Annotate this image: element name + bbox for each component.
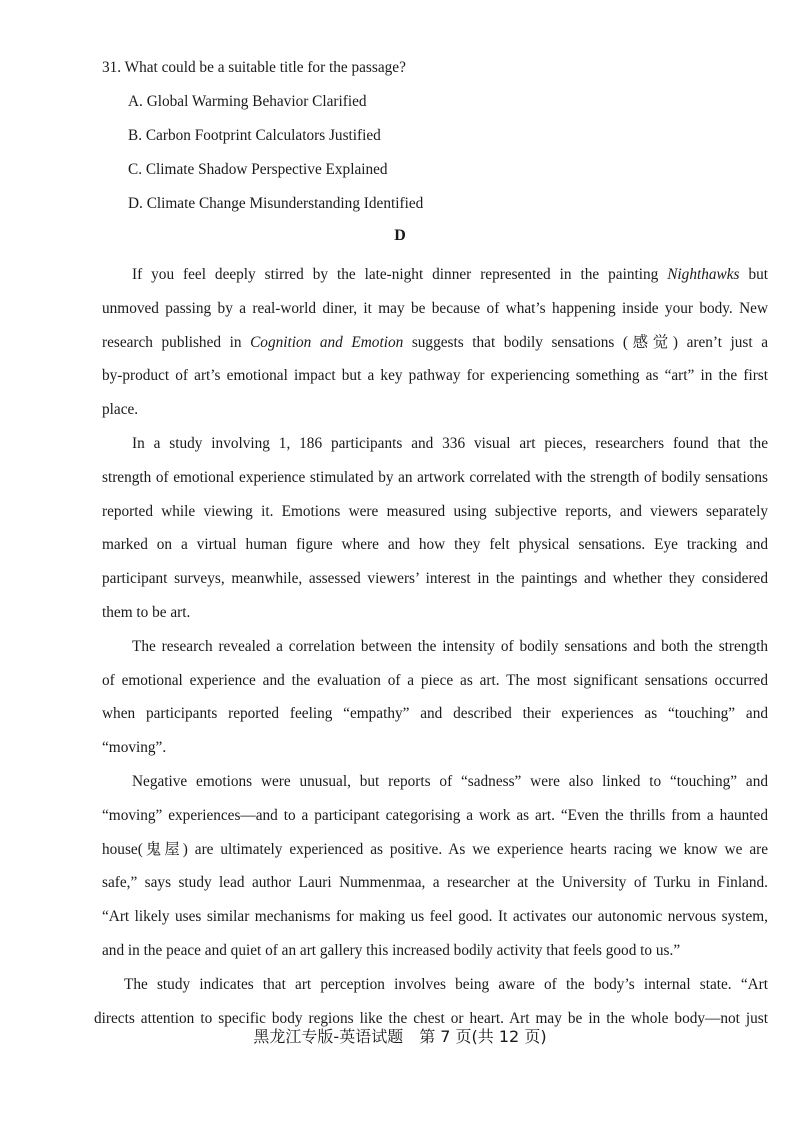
paragraph-line: place. <box>102 401 139 419</box>
paragraph-line: them to be art. <box>102 603 191 621</box>
text-run: but <box>739 266 768 283</box>
paragraph-2 <box>102 427 768 630</box>
journal-title: Cognition and Emotion <box>250 333 404 351</box>
option-c: C. Climate Shadow Perspective Explained <box>128 161 388 178</box>
text-run: If you feel deeply stirred by the late-night dinner represented in the painting <box>132 266 668 283</box>
page-footer: 黑龙江专版-英语试题 第 7 页(共 12 页) <box>253 1027 547 1046</box>
option-b: B. Carbon Footprint Calculators Justified <box>128 127 381 144</box>
paragraph-line: safe,” says study lead author Lauri Nummenmaa, a researcher at the University of Turku in Finland. <box>102 874 768 892</box>
paragraph-line: marked on a virtual human figure where and how they felt physical sensations. Eye tracking and <box>102 536 768 554</box>
paragraph-line: by-product of art’s emotional impact but a key pathway for experiencing something as “art” in the first <box>102 367 768 385</box>
paragraph-line: The study indicates that art perception involves being aware of the body’s internal state. “Art <box>124 975 768 993</box>
painting-title: Nighthawks <box>667 266 740 283</box>
paragraph-line: Negative emotions were unusual, but reports of “sadness” were also linked to “touching” and <box>132 772 768 790</box>
paragraph-line: strength of emotional experience stimulated by an artwork correlated with the strength of bodily sensations <box>102 468 768 486</box>
option-d: D. Climate Change Misunderstanding Identified <box>128 195 424 212</box>
paragraph-line: The research revealed a correlation between the intensity of bodily sensations and both the strength <box>132 637 768 655</box>
paragraph-line: In a study involving 1, 186 participants and 336 visual art pieces, researchers found that the <box>132 434 768 452</box>
question-31 <box>102 58 762 214</box>
paragraph-line: reported while viewing it. Emotions were measured using subjective reports, and viewers separately <box>102 502 768 520</box>
paragraph-line: unmoved passing by a real-world diner, it may be because of what’s happening inside your body. New <box>102 299 768 317</box>
paragraph-line: of emotional experience and the evaluation of a piece as art. The most significant sensations occurred <box>102 671 768 689</box>
paragraph-line: when participants reported feeling “empathy” and described their experiences as “touching” and <box>102 705 768 723</box>
paragraph-line: “Art likely uses similar mechanisms for making us feel good. It activates our autonomic nervous system, <box>102 908 768 926</box>
paragraph-3 <box>102 630 768 765</box>
question-stem: 31. What could be a suitable title for the passage? <box>102 59 406 76</box>
paragraph-4 <box>102 765 768 968</box>
text-run: suggests that bodily sensations (感觉) aren’t just a <box>403 333 769 351</box>
paragraph-line <box>102 326 768 360</box>
paragraph-line: directs attention to specific body regions like the chest or heart. Art may be in the whole body—not just <box>94 1009 768 1027</box>
paragraph-line: “moving” experiences—and to a participant categorising a work as art. “Even the thrills from a haunted <box>102 806 768 824</box>
reading-passage <box>94 258 769 1035</box>
text-run: research published in <box>102 333 251 351</box>
paragraph-1 <box>102 258 768 427</box>
paragraph-line: and in the peace and quiet of an art gallery this increased bodily activity that feels good to us.” <box>102 941 681 959</box>
paragraph-line: house(鬼屋) are ultimately experienced as positive. As we experience hearts racing we know we are <box>102 840 768 858</box>
paragraph-line <box>102 258 768 292</box>
option-a: A. Global Warming Behavior Clarified <box>128 93 367 110</box>
paragraph-line: participant surveys, meanwhile, assessed viewers’ interest in the paintings and whether they considered <box>102 570 768 588</box>
paragraph-line: “moving”. <box>102 739 167 757</box>
section-heading: D <box>394 227 406 244</box>
